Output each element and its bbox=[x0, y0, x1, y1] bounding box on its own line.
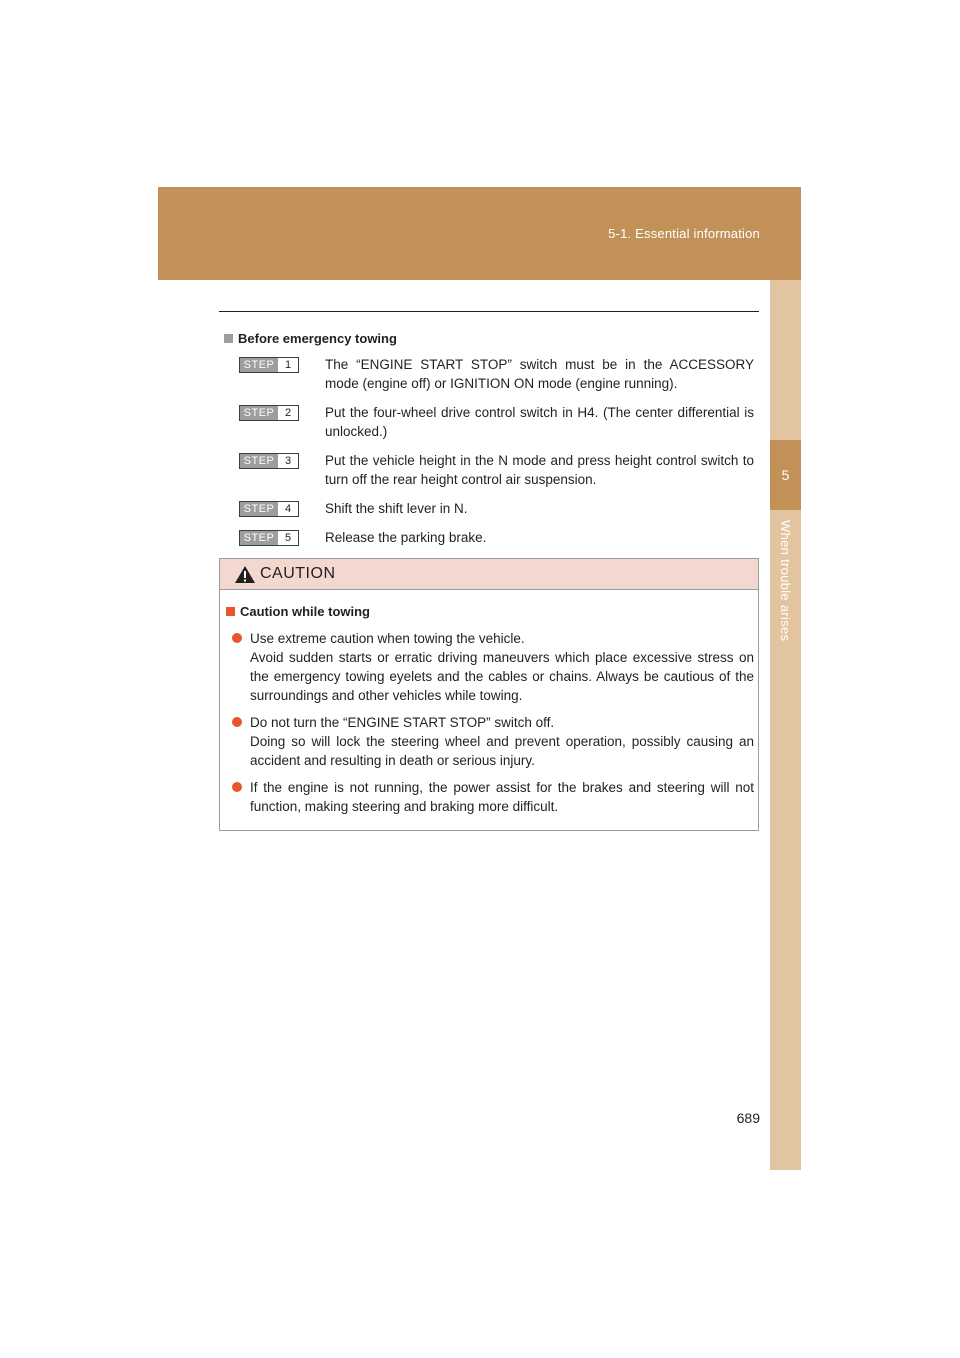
chapter-label: When trouble arises bbox=[778, 520, 793, 642]
step-item bbox=[239, 451, 754, 489]
square-bullet-icon bbox=[226, 607, 235, 616]
step-item bbox=[239, 403, 754, 441]
step-number: 1 bbox=[278, 358, 298, 372]
chapter-number: 5 bbox=[770, 440, 801, 510]
page-number: 689 bbox=[736, 1110, 760, 1126]
step-badge bbox=[239, 453, 299, 469]
caution-item-line: Avoid sudden starts or erratic driving maneuvers which place excessive stress on the emergency towing eyelets and the cables or chains. Always be cautious of the surroundings and other vehicles while towing. bbox=[250, 650, 754, 703]
step-badge bbox=[239, 530, 299, 546]
step-word: STEP bbox=[240, 502, 278, 516]
step-number: 4 bbox=[278, 502, 298, 516]
step-list bbox=[239, 355, 754, 557]
caution-item bbox=[232, 629, 754, 705]
step-number: 5 bbox=[278, 531, 298, 545]
step-text: Release the parking brake. bbox=[325, 530, 487, 545]
caution-subtitle: Caution while towing bbox=[240, 604, 370, 619]
step-badge bbox=[239, 357, 299, 373]
caution-item-line: Doing so will lock the steering wheel and prevent operation, possibly causing an accident and resulting in death or serious injury. bbox=[250, 734, 754, 768]
caution-item-line: Do not turn the “ENGINE START STOP” switch off. bbox=[250, 715, 555, 730]
step-text: Put the vehicle height in the N mode and press height control switch to turn off the rear height control air suspension. bbox=[325, 453, 754, 487]
caution-item bbox=[232, 713, 754, 770]
caution-title: CAUTION bbox=[260, 565, 336, 582]
caution-item-line: Use extreme caution when towing the vehicle. bbox=[250, 631, 525, 646]
caution-item bbox=[232, 778, 754, 816]
step-text: Shift the shift lever in N. bbox=[325, 501, 468, 516]
step-number: 2 bbox=[278, 406, 298, 420]
section-divider bbox=[219, 311, 759, 312]
step-number: 3 bbox=[278, 454, 298, 468]
subsection-title: Before emergency towing bbox=[238, 331, 397, 346]
section-title: 5-1. Essential information bbox=[608, 226, 760, 241]
step-item bbox=[239, 528, 754, 547]
step-badge bbox=[239, 501, 299, 517]
step-item bbox=[239, 355, 754, 393]
warning-triangle-icon bbox=[234, 565, 256, 584]
step-word: STEP bbox=[240, 454, 278, 468]
circle-bullet-icon bbox=[232, 782, 242, 792]
caution-list bbox=[232, 629, 754, 824]
step-badge bbox=[239, 405, 299, 421]
header-band bbox=[158, 187, 801, 280]
square-bullet-icon bbox=[224, 334, 233, 343]
caution-box bbox=[219, 558, 759, 831]
caution-subheading bbox=[226, 604, 370, 619]
step-word: STEP bbox=[240, 358, 278, 372]
chapter-side-tab bbox=[770, 280, 801, 1170]
step-word: STEP bbox=[240, 531, 278, 545]
subsection-heading bbox=[224, 331, 397, 346]
circle-bullet-icon bbox=[232, 633, 242, 643]
step-word: STEP bbox=[240, 406, 278, 420]
caution-item-line: If the engine is not running, the power assist for the brakes and steering will not function, making steering and braking more difficult. bbox=[250, 780, 754, 814]
step-text: Put the four-wheel drive control switch in H4. (The center differential is unlocked.) bbox=[325, 405, 754, 439]
step-item bbox=[239, 499, 754, 518]
circle-bullet-icon bbox=[232, 717, 242, 727]
caution-header bbox=[220, 559, 758, 590]
step-text: The “ENGINE START STOP” switch must be in the ACCESSORY mode (engine off) or IGNITION ON mode (engine running). bbox=[325, 357, 754, 391]
